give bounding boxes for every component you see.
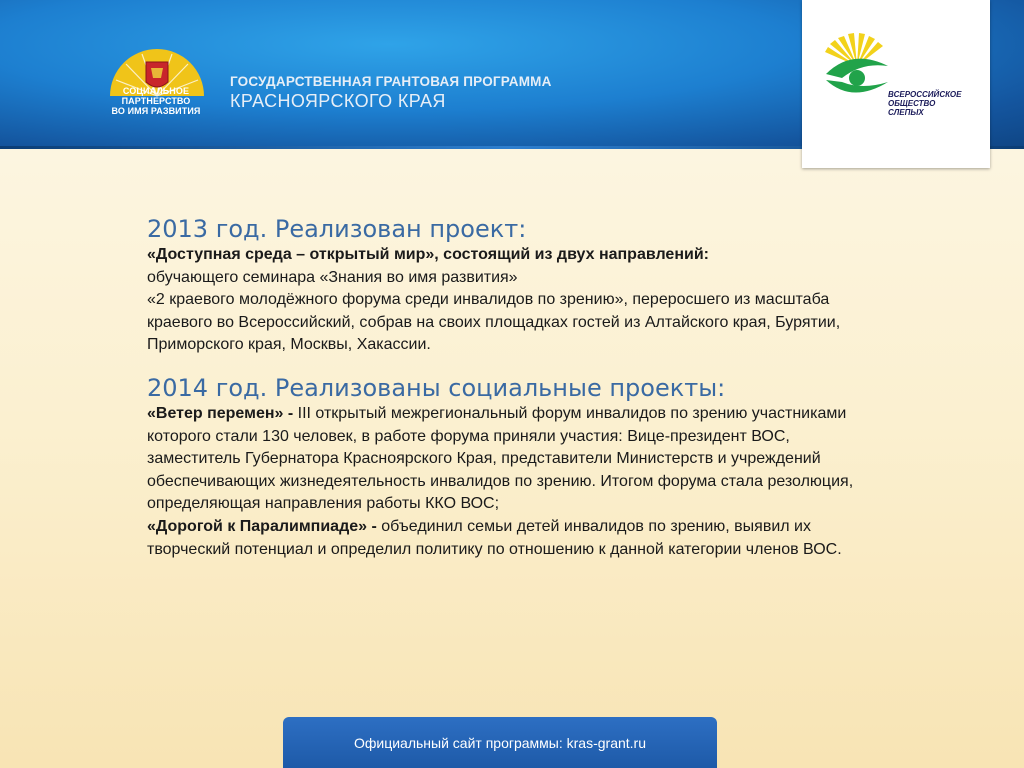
project1-title: «Ветер перемен» -: [147, 404, 294, 422]
heading-2013: 2013 год. Реализован проект:: [147, 215, 527, 243]
heading-2014: 2014 год. Реализованы социальные проекты:: [147, 373, 726, 402]
section-2013: [147, 214, 877, 357]
section-2014: [147, 373, 877, 561]
project1-text: III открытый межрегиональный форум инвалидов по зрению участниками которого стали 130 человек, в работе форума приняли участия: Вице-президент ВОС, заместитель Губернатора Красноярского Края, представители Министерств и учреждений обеспечивающих жизнедеятельность инвалидов по зрению. Итогом форума стала резолюция, определяющая направления работы ККО ВОС;: [147, 404, 854, 513]
emblem-caption: СОЦИАЛЬНОЕ ПАРТНЕРСТВО ВО ИМЯ РАЗВИТИЯ: [111, 86, 201, 116]
sun-eye-logo-icon: [822, 32, 892, 112]
seminar-line: обучающего семинара «Знания во имя развития»: [147, 268, 518, 286]
vos-logo-text: ВСЕРОССИЙСКОЕ ОБЩЕСТВО СЛЕПЫХ: [888, 90, 962, 117]
project-title-2013: «Доступная среда – открытый мир», состоящий из двух направлений:: [147, 246, 709, 263]
project2-paragraph: [147, 516, 877, 561]
program-title: ГОСУДАРСТВЕННАЯ ГРАНТОВАЯ ПРОГРАММА КРАСНОЯРСКОГО КРАЯ: [230, 74, 552, 111]
project1-paragraph: [147, 403, 877, 516]
official-site-text: Официальный сайт программы: kras-grant.ru: [353, 734, 646, 751]
forum-paragraph: «2 краевого молодёжного форума среди инвалидов по зрению», переросшего из масштаба краевого во Всероссийский, собрав на своих площадках гостей из Алтайского края, Бурятии, Приморского края, Москвы, Хакассии.: [147, 291, 841, 354]
slide-content: [147, 214, 877, 561]
vos-logo-card: [802, 0, 990, 168]
official-site-footer: [283, 717, 717, 768]
project2-title: «Дорогой к Паралимпиаде» -: [147, 517, 377, 535]
project2-text: объединил семьи детей инвалидов по зрению, выявил их творческий потенциал и определил политику по отношению к данной категории членов ВОС.: [147, 517, 842, 558]
